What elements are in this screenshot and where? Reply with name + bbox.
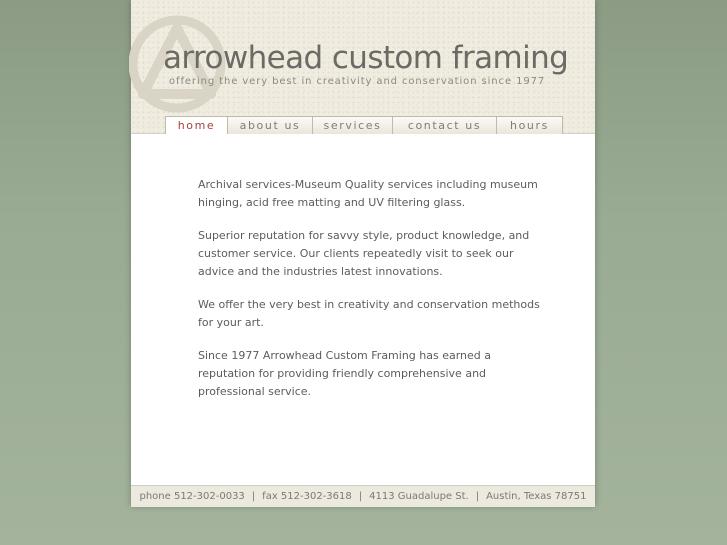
site-header [131, 0, 595, 134]
content-paragraph: Since 1977 Arrowhead Custom Framing has earned a reputation for providing friendly comprehensive and professional service. [198, 349, 492, 398]
site-footer [131, 485, 595, 507]
content-paragraph: We offer the very best in creativity and conservation methods for your art. [198, 298, 540, 329]
footer-address: 4113 Guadalupe St. [369, 491, 469, 502]
nav-about-us[interactable]: about us [228, 117, 313, 134]
footer-city: Austin, Texas 78751 [486, 491, 587, 502]
nav-home[interactable]: home [166, 117, 228, 134]
page-container [131, 0, 595, 506]
footer-separator: | [251, 491, 256, 502]
main-nav [165, 116, 563, 134]
main-content [198, 176, 543, 416]
footer-separator: | [358, 491, 363, 502]
nav-contact-us[interactable]: contact us [393, 117, 497, 134]
content-paragraph: Archival services-Museum Quality services including museum hinging, acid free matting and UV filtering glass. [198, 178, 538, 209]
site-tagline: offering the very best in creativity and conservation since 1977 [169, 76, 546, 87]
footer-separator: | [475, 491, 480, 502]
nav-services[interactable]: services [313, 117, 393, 134]
content-paragraph: Superior reputation for savvy style, product knowledge, and customer service. Our clients repeatedly visit to seek our advice and the industries latest innovations. [198, 229, 530, 278]
footer-phone: phone 512-302-0033 [139, 491, 245, 502]
footer-fax: fax 512-302-3618 [262, 491, 352, 502]
site-title[interactable]: arrowhead custom framing [163, 40, 569, 76]
nav-hours[interactable]: hours [510, 119, 549, 132]
